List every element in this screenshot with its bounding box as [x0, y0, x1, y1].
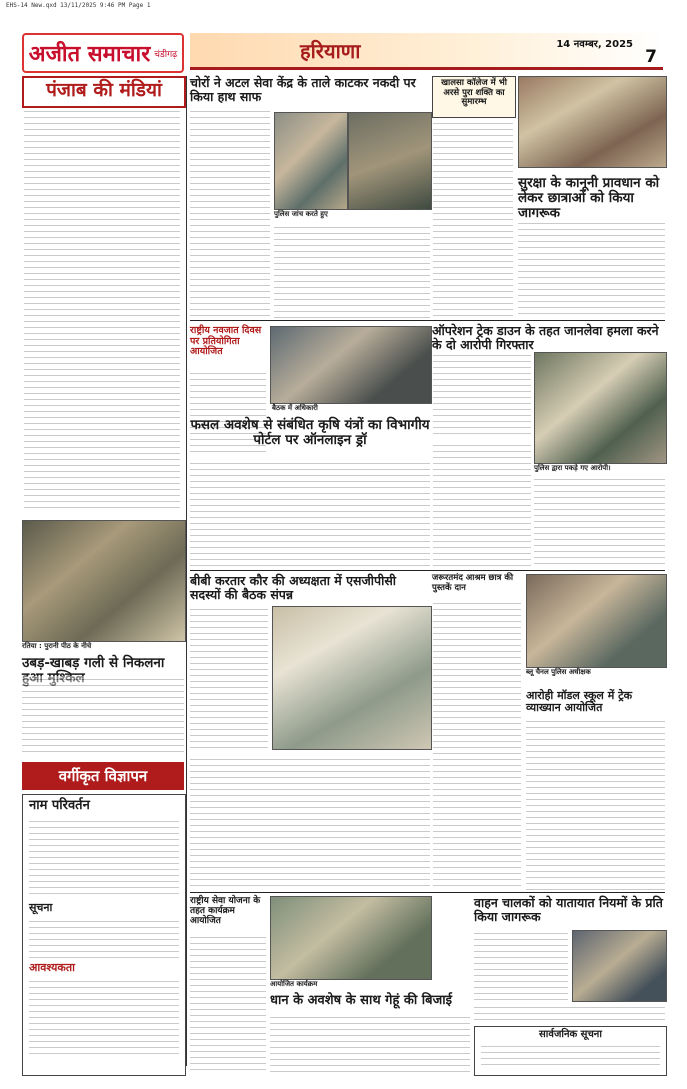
photo-caption: आयोजित कार्यक्रम — [270, 980, 318, 988]
story-text — [526, 718, 665, 890]
headline-wheat: धान के अवशेष के साथ गेहूं की बिजाई — [270, 993, 452, 1008]
newspaper-logo — [22, 33, 184, 73]
rule — [190, 320, 665, 321]
photo-caption: ब्लू चैनल पुलिस अधीक्षक — [526, 668, 591, 676]
public-notice-heading: सार्वजनिक सूचना — [539, 1029, 602, 1040]
headline-khalsa: खालसा कॉलेज में भी अरसे पुरा शक्ति का सुमारम्भ — [441, 78, 507, 108]
story-text — [190, 934, 266, 1074]
edition-city: चंडीगढ़ — [154, 49, 178, 60]
story-text — [270, 1014, 470, 1074]
headline-broken-street: उबड़-खाबड़ गली से निकलना हुआ मुश्किल — [22, 655, 165, 687]
photo-caption: बैठक में अधिकारी — [272, 404, 318, 412]
name-change-heading: नाम परिवर्तन — [29, 798, 90, 813]
requirement-heading: आवश्यकता — [29, 960, 75, 974]
notice-text — [481, 1043, 660, 1069]
story-text — [534, 476, 665, 568]
classified-text — [29, 978, 179, 1058]
classified-text — [29, 818, 179, 898]
public-notice-box — [474, 1026, 667, 1076]
photo-police — [274, 112, 348, 210]
section-header — [190, 33, 663, 70]
classifieds-box — [22, 794, 186, 1076]
photo-students — [526, 574, 667, 668]
story-box — [432, 76, 516, 118]
photo-arrest — [534, 352, 667, 464]
story-text — [433, 442, 531, 568]
mandi-title: पंजाब की मंडियां — [46, 79, 162, 101]
issue-date: 14 नवम्बर, 2025 — [556, 39, 633, 50]
headline-sgpc: बीबी करतार कौर की अध्यक्षता में एसजीपीसी सदस्यों की बैठक संपन्न — [190, 573, 397, 602]
photo-caption: पुलिस जांच करते हुए — [274, 210, 328, 218]
print-slug: EHS-14 New.qxd 13/11/2025 9:46 PM Page 1 — [6, 2, 151, 9]
photo-caption: पुलिस द्वारा पकड़े गए आरोपी। — [534, 464, 611, 472]
headline-arrest: ऑपरेशन ट्रेक डाउन के तहत जानलेवा हमला करने के दो आरोपी गिरफ्तार — [432, 323, 659, 352]
headline-crop-residue: फसल अवशेष से संबंधित कृषि यंत्रों का विभागीय पोर्टल पर ऑनलाइन ड्रॉ — [190, 417, 430, 449]
photo-caption: रतिया : पुरानी पीठ के नीचे — [22, 642, 92, 650]
headline-books: जरूरतमंद आश्रम छात्र की पुस्तकें दान — [432, 573, 514, 593]
story-text — [518, 220, 665, 316]
page-number: 7 — [645, 47, 657, 67]
story-text — [474, 1004, 665, 1022]
photo-street — [22, 520, 186, 642]
photo-nss — [270, 896, 432, 980]
photo-shop — [348, 112, 432, 210]
headline-newborn: राष्ट्रीय नवजात दिवस पर प्रतियोगिता आयोजित — [190, 325, 262, 358]
mandi-rates-text — [24, 108, 180, 513]
headline-nss: राष्ट्रीय सेवा योजना के तहत कार्यक्रम आयोजित — [190, 896, 261, 927]
story-text — [22, 676, 184, 756]
photo-meeting — [270, 326, 432, 404]
notice-heading: सूचना — [29, 900, 53, 914]
rule — [190, 892, 665, 893]
story-text — [190, 606, 268, 752]
mandi-title-box — [22, 76, 186, 108]
headline-model-school: आरोही मॉडल स्कूल में ट्रेक व्याख्यान आयोजित — [526, 689, 633, 715]
column-rule — [186, 76, 187, 1066]
story-text — [433, 120, 513, 316]
headline-traffic: वाहन चालकों को यातायात नियमों के प्रति किया जागरूक — [474, 895, 663, 924]
photo-traffic — [572, 930, 667, 1002]
story-text — [190, 756, 430, 890]
story-text — [433, 600, 521, 890]
headline-legal-awareness: सुरक्षा के कानूनी प्रावधान को लेकर छात्राओं को किया जागरूक — [518, 175, 660, 222]
photo-classroom — [518, 76, 667, 168]
story-text — [190, 108, 270, 320]
story-text — [433, 352, 531, 438]
story-text — [274, 224, 430, 320]
newspaper-name: अजीत समाचार — [28, 41, 151, 67]
classifieds-title: वर्गीकृत विज्ञापन — [22, 762, 184, 790]
photo-sgpc-meeting — [272, 606, 432, 750]
story-text — [190, 460, 430, 568]
classified-text — [29, 918, 179, 958]
section-title: हरियाणा — [300, 39, 361, 63]
headline-theft: चोरों ने अटल सेवा केंद्र के ताले काटकर नकदी पर किया हाथ साफ — [190, 75, 416, 104]
story-text — [474, 930, 568, 1000]
rule — [190, 570, 665, 571]
